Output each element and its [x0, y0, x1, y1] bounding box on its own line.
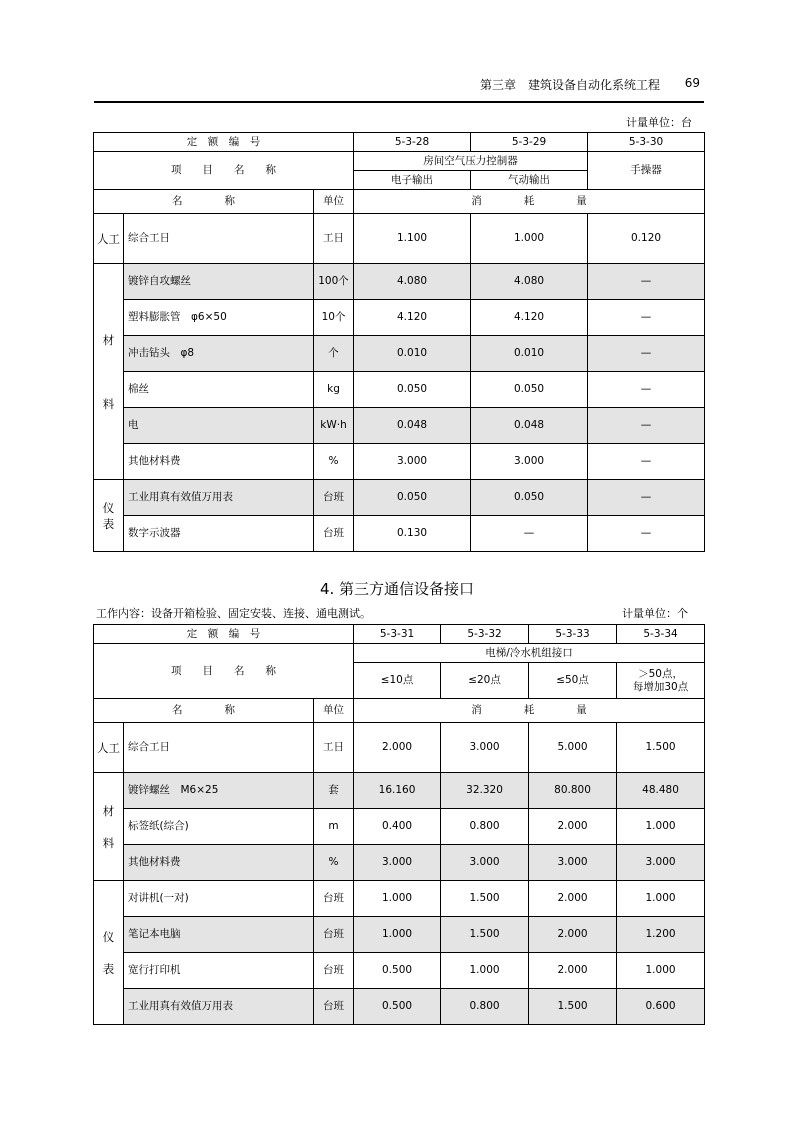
- row-name: 对讲机(一对): [124, 881, 314, 917]
- cell-value: 0.800: [441, 809, 529, 845]
- group-material-a: 材: [102, 332, 115, 347]
- cell-value: 4.080: [471, 264, 588, 300]
- item-name-label: 项 目 名 称: [94, 644, 354, 699]
- cell-value: 0.050: [471, 372, 588, 408]
- row-name: 宽行打印机: [124, 953, 314, 989]
- row-name: 电: [124, 408, 314, 444]
- group-material: [94, 773, 124, 881]
- section-title: 4. 第三方通信设备接口: [319, 580, 475, 598]
- name-label: 名 称: [94, 699, 314, 723]
- cell-value: 1.000: [617, 881, 705, 917]
- quota-code: 5-3-29: [471, 133, 588, 152]
- cell-value: 0.050: [354, 372, 471, 408]
- cell-value: —: [588, 444, 705, 480]
- cell-value: 2.000: [529, 917, 617, 953]
- cell-value: 1.100: [354, 214, 471, 264]
- group-labor: 人工: [94, 214, 124, 264]
- cell-value: —: [471, 516, 588, 552]
- cell-value: 2.000: [529, 881, 617, 917]
- row-name: 棉丝: [124, 372, 314, 408]
- chapter-title: 建筑设备自动化系统工程: [528, 78, 661, 92]
- cell-value: 0.048: [471, 408, 588, 444]
- cell-value: —: [588, 336, 705, 372]
- row-name: 其他材料费: [124, 845, 314, 881]
- page-header: [94, 76, 704, 96]
- cell-value: 2.000: [529, 953, 617, 989]
- cell-value: 1.200: [617, 917, 705, 953]
- cell-value: —: [588, 516, 705, 552]
- unit-label: 单位: [314, 190, 354, 214]
- quota-code: 5-3-28: [354, 133, 471, 152]
- consume-label: 消 耗 量: [354, 190, 705, 214]
- cell-value: 4.120: [471, 300, 588, 336]
- cell-value: 1.000: [354, 881, 441, 917]
- sub-col-extra-b: 每增加30点: [632, 680, 689, 693]
- sub-col-extra: [617, 663, 705, 699]
- row-name: 其他材料费: [124, 444, 314, 480]
- quota-code-label: 定 额 编 号: [94, 625, 354, 644]
- cell-value: 0.120: [588, 214, 705, 264]
- cell-value: 1.000: [471, 214, 588, 264]
- group-material-b: 料: [102, 835, 115, 850]
- row-unit: 台班: [314, 989, 354, 1025]
- name-label: 名 称: [94, 190, 314, 214]
- cell-value: 48.480: [617, 773, 705, 809]
- cell-value: 1.500: [529, 989, 617, 1025]
- row-name: 镀锌螺丝 M6×25: [124, 773, 314, 809]
- cell-value: 0.050: [354, 480, 471, 516]
- row-unit: 台班: [314, 480, 354, 516]
- row-unit: 台班: [314, 917, 354, 953]
- cell-value: 0.010: [471, 336, 588, 372]
- row-unit: 套: [314, 773, 354, 809]
- quota-code: 5-3-30: [588, 133, 705, 152]
- quota-code: 5-3-33: [529, 625, 617, 644]
- cell-value: 3.000: [354, 845, 441, 881]
- row-unit: kg: [314, 372, 354, 408]
- cell-value: 1.000: [441, 953, 529, 989]
- cell-value: 1.000: [617, 809, 705, 845]
- cell-value: 2.000: [354, 723, 441, 773]
- sub-col: ≤20点: [441, 663, 529, 699]
- cell-value: —: [588, 264, 705, 300]
- sub-col-extra-a: ＞50点，: [638, 667, 683, 680]
- row-unit: 100个: [314, 264, 354, 300]
- cell-value: 0.010: [354, 336, 471, 372]
- row-name: 笔记本电脑: [124, 917, 314, 953]
- quota-table-1: [93, 132, 705, 552]
- work-content: 工作内容：设备开箱检验、固定安装、连接、通电测试。: [96, 607, 371, 620]
- group-meter: 仪表: [94, 480, 124, 552]
- cell-value: 3.000: [529, 845, 617, 881]
- row-name: 工业用真有效值万用表: [124, 480, 314, 516]
- cell-value: —: [588, 300, 705, 336]
- group-material-a: 材: [102, 803, 115, 818]
- cell-value: 3.000: [441, 845, 529, 881]
- quota-code: 5-3-34: [617, 625, 705, 644]
- row-name: 综合工日: [124, 214, 314, 264]
- cell-value: —: [588, 408, 705, 444]
- row-name: 数字示波器: [124, 516, 314, 552]
- cell-value: 3.000: [441, 723, 529, 773]
- quota-code: 5-3-32: [441, 625, 529, 644]
- chapter-label: 第三章: [480, 78, 517, 92]
- cell-value: 0.400: [354, 809, 441, 845]
- group-meter-a: 仪: [102, 929, 115, 944]
- row-unit: 台班: [314, 881, 354, 917]
- group-material: [94, 264, 124, 480]
- sub-col: 气动输出: [471, 171, 588, 190]
- consume-label: 消 耗 量: [354, 699, 705, 723]
- cell-value: 0.500: [354, 989, 441, 1025]
- cell-value: 4.120: [354, 300, 471, 336]
- row-unit: 台班: [314, 953, 354, 989]
- row-unit: 台班: [314, 516, 354, 552]
- row-name: 塑料膨胀管 φ6×50: [124, 300, 314, 336]
- cell-value: 0.500: [354, 953, 441, 989]
- cell-value: —: [588, 480, 705, 516]
- page-number: 69: [684, 76, 700, 90]
- unit-label: 单位: [314, 699, 354, 723]
- cell-value: 1.500: [441, 881, 529, 917]
- row-name: 冲击钻头 φ8: [124, 336, 314, 372]
- cell-value: 0.800: [441, 989, 529, 1025]
- sub-col: ≤50点: [529, 663, 617, 699]
- group-title: 电梯/冷水机组接口: [354, 644, 705, 663]
- item-name-label: 项 目 名 称: [94, 152, 354, 190]
- row-name: 综合工日: [124, 723, 314, 773]
- table2-unit: 计量单位：个: [622, 607, 688, 620]
- row-unit: 工日: [314, 214, 354, 264]
- cell-value: 16.160: [354, 773, 441, 809]
- cell-value: 0.050: [471, 480, 588, 516]
- col-name: 手操器: [588, 152, 705, 190]
- sub-col: ≤10点: [354, 663, 441, 699]
- cell-value: 0.600: [617, 989, 705, 1025]
- cell-value: 32.320: [441, 773, 529, 809]
- group-labor: 人工: [94, 723, 124, 773]
- group-meter-b: 表: [102, 961, 115, 976]
- quota-code-label: 定 额 编 号: [94, 133, 354, 152]
- cell-value: —: [588, 372, 705, 408]
- group-title: 房间空气压力控制器: [354, 152, 588, 171]
- cell-value: 3.000: [471, 444, 588, 480]
- row-unit: 工日: [314, 723, 354, 773]
- cell-value: 0.130: [354, 516, 471, 552]
- row-unit: %: [314, 845, 354, 881]
- cell-value: 1.000: [617, 953, 705, 989]
- cell-value: 80.800: [529, 773, 617, 809]
- quota-code: 5-3-31: [354, 625, 441, 644]
- header-rule: [94, 101, 704, 103]
- table1-unit: 计量单位：台: [626, 116, 692, 129]
- cell-value: 3.000: [354, 444, 471, 480]
- cell-value: 3.000: [617, 845, 705, 881]
- cell-value: 1.500: [441, 917, 529, 953]
- cell-value: 5.000: [529, 723, 617, 773]
- row-name: 工业用真有效值万用表: [124, 989, 314, 1025]
- cell-value: 1.500: [617, 723, 705, 773]
- row-name: 镀锌自攻螺丝: [124, 264, 314, 300]
- group-meter: [94, 881, 124, 1025]
- row-unit: 个: [314, 336, 354, 372]
- row-unit: %: [314, 444, 354, 480]
- cell-value: 2.000: [529, 809, 617, 845]
- quota-table-2: [93, 624, 705, 1025]
- cell-value: 0.048: [354, 408, 471, 444]
- group-material-b: 料: [102, 396, 115, 411]
- row-name: 标签纸(综合): [124, 809, 314, 845]
- sub-col: 电子输出: [354, 171, 471, 190]
- row-unit: 10个: [314, 300, 354, 336]
- row-unit: kW·h: [314, 408, 354, 444]
- row-unit: m: [314, 809, 354, 845]
- cell-value: 4.080: [354, 264, 471, 300]
- cell-value: 1.000: [354, 917, 441, 953]
